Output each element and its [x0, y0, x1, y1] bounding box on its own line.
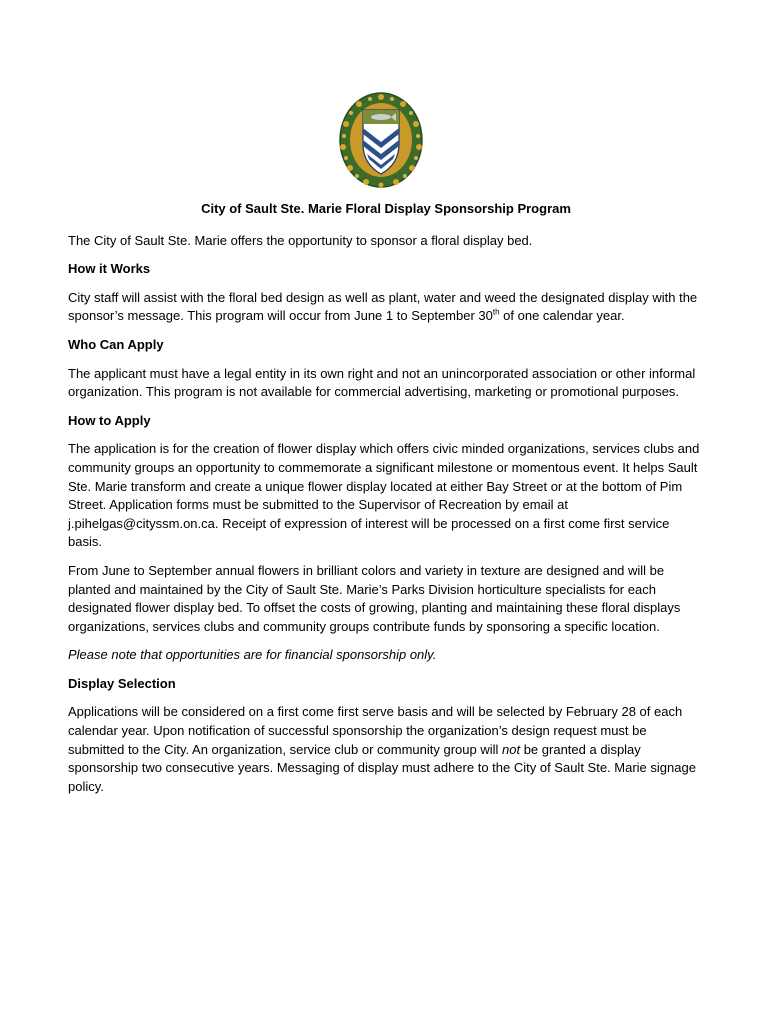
city-seal-logo — [339, 92, 423, 188]
heading-how-to-apply: How to Apply — [68, 412, 151, 428]
display-selection-text-1: Applications will be considered on a first come first serve basis and will be selected by February 28 of each calendar year. Upon notification of successful sponsorship the organization’s design request must be submitted to the City. An organization, service club or community group will — [68, 704, 683, 757]
heading-display-selection: Display Selection — [68, 675, 176, 691]
display-selection-paragraph — [68, 703, 704, 796]
emphasis-not: not — [502, 741, 521, 757]
how-it-works-text-2: of one calendar year. — [499, 308, 625, 324]
ordinal-suffix: th — [492, 308, 500, 318]
who-can-apply-paragraph: The applicant must have a legal entity in its own right and not an unincorporated association or other informal organization. This program is not available for commercial advertising, marketing or promotional purposes. — [68, 365, 696, 400]
document-body — [68, 200, 704, 806]
sponsorship-note: Please note that opportunities are for financial sponsorship only. — [68, 647, 437, 663]
document-title: City of Sault Ste. Marie Floral Display Sponsorship Program — [201, 201, 571, 216]
how-to-apply-paragraph-1: The application is for the creation of flower display which offers civic minded organizations, services clubs and community groups an opportunity to commemorate a significant milestone or momentous event. It helps Sault Ste. Marie transform and create a unique flower display located at either Bay Street or at the bottom of Pim Street. Application forms must be submitted to the Supervisor of Recreation by email at j.pihelgas@cityssm.on.ca. Receipt of expression of interest will be processed on a first come first service basis. — [68, 441, 700, 550]
heading-who-can-apply: Who Can Apply — [68, 336, 164, 352]
heading-how-it-works: How it Works — [68, 261, 151, 277]
how-to-apply-paragraph-2: From June to September annual flowers in brilliant colors and variety in texture are designed and will be planted and maintained by the City of Sault Ste. Marie’s Parks Division horticulture specialists for each designated flower display bed. To offset the costs of growing, planting and maintaining these floral displays organizations, services clubs and community groups contribute funds by sponsoring a specific location. — [68, 562, 681, 634]
how-it-works-text-1: City staff will assist with the floral bed design as well as plant, water and weed the designated display with the sponsor’s message. This program will occur from June 1 to September 30 — [68, 289, 698, 324]
display-selection-text-2: be granted a display sponsorship two consecutive years. Messaging of display must adhere to the City of Sault Ste. Marie signage policy. — [68, 741, 696, 794]
intro-paragraph: The City of Sault Ste. Marie offers the opportunity to sponsor a floral display bed. — [68, 232, 533, 248]
how-it-works-paragraph — [68, 289, 704, 326]
